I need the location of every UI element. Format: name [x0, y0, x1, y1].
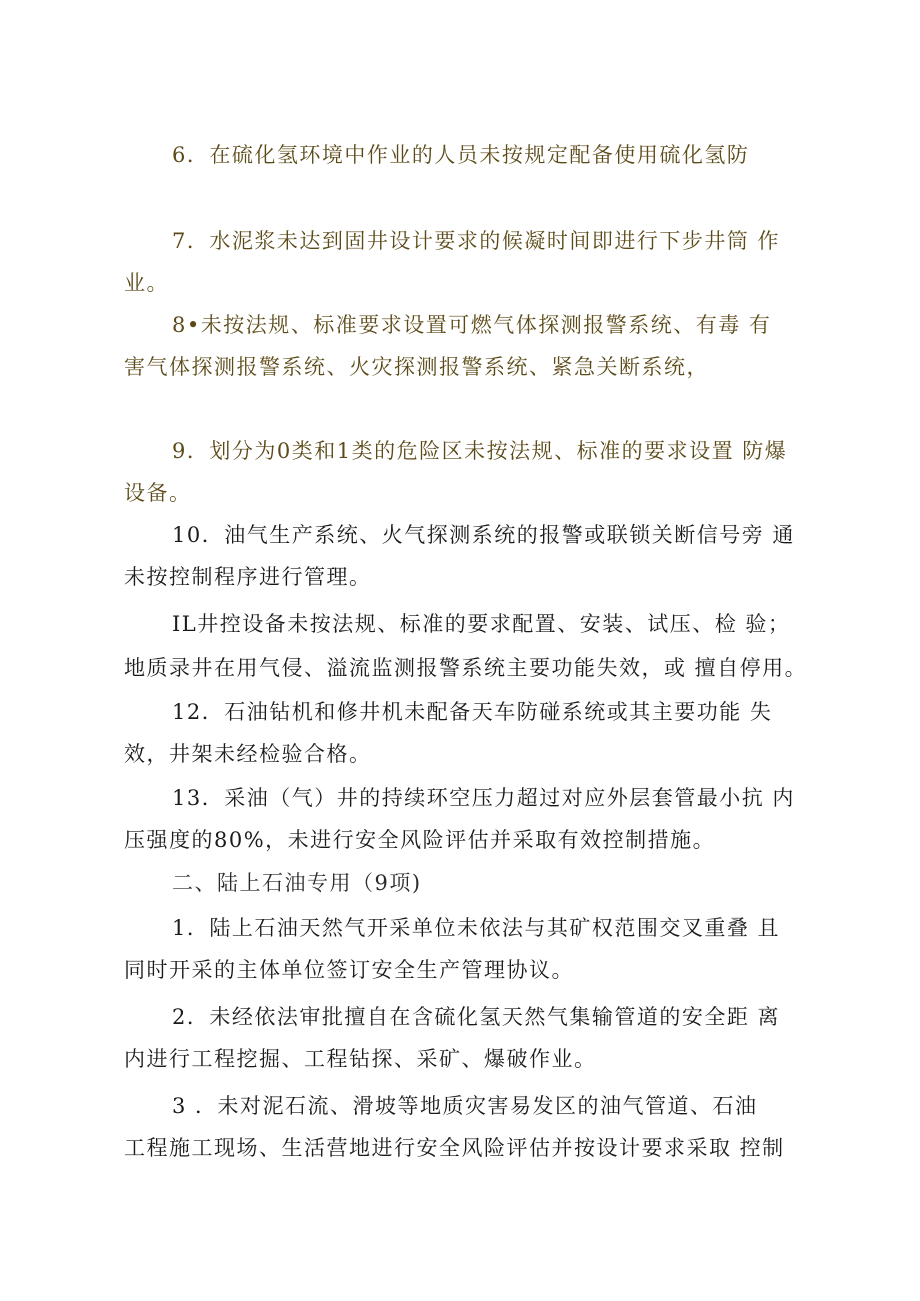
doc-line-s2-3: 3 ．未对泥石流、滑坡等地质灾害易发区的油气管道、石油: [172, 1094, 758, 1118]
doc-line-s2-1: 1．陆上石油天然气开采单位未依法与其矿权范围交叉重叠 且: [172, 916, 781, 940]
doc-line-11-cont: 地质录井在用气侵、溢流监测报警系统主要功能失效，或 擅自停用。: [124, 656, 808, 680]
doc-line-6: 6．在硫化氢环境中作业的人员未按规定配备使用硫化氢防: [172, 143, 750, 167]
section-heading-onshore-oil: 二、陆上石油专用（9项): [172, 871, 422, 895]
doc-line-12-cont: 效，井架未经检验合格。: [124, 742, 372, 766]
doc-line-s2-1-cont: 同时开采的主体单位签订安全生产管理协议。: [124, 958, 574, 982]
doc-line-8: 8•未按法规、标准要求设置可燃气体探测报警系统、有毒 有: [172, 313, 772, 337]
doc-line-12: 12．石油钻机和修井机未配备天车防碰系统或其主要功能 失: [172, 700, 773, 724]
doc-line-7: 7．水泥浆未达到固井设计要求的候凝时间即进行下步井筒 作: [172, 229, 781, 253]
doc-line-8-cont: 害气体探测报警系统、火灾探测报警系统、紧急关断系统，: [124, 355, 709, 379]
doc-line-7-cont: 业。: [124, 271, 169, 295]
doc-line-11: IL井控设备未按法规、标准的要求配置、安装、试压、检 验；: [172, 612, 791, 636]
doc-line-10-cont: 未按控制程序进行管理。: [124, 565, 372, 589]
doc-line-s2-3-cont: 工程施工现场、生活营地进行安全风险评估并按设计要求采取 控制: [124, 1136, 785, 1160]
doc-line-9-cont: 设备。: [124, 481, 192, 505]
doc-line-10: 10．油气生产系统、火气探测系统的报警或联锁关断信号旁 通: [172, 523, 795, 547]
doc-line-13-cont: 压强度的80%，未进行安全风险评估并采取有效控制措施。: [124, 828, 716, 852]
doc-line-s2-2-cont: 内进行工程挖掘、工程钻探、采矿、爆破作业。: [124, 1047, 597, 1071]
doc-line-s2-2: 2．未经依法审批擅自在含硫化氢天然气集输管道的安全距 离: [172, 1005, 781, 1029]
doc-line-9: 9．划分为0类和1类的危险区未按法规、标准的要求设置 防爆: [172, 439, 788, 463]
doc-line-13: 13．采油（气）井的持续环空压力超过对应外层套管最小抗 内: [172, 786, 795, 810]
